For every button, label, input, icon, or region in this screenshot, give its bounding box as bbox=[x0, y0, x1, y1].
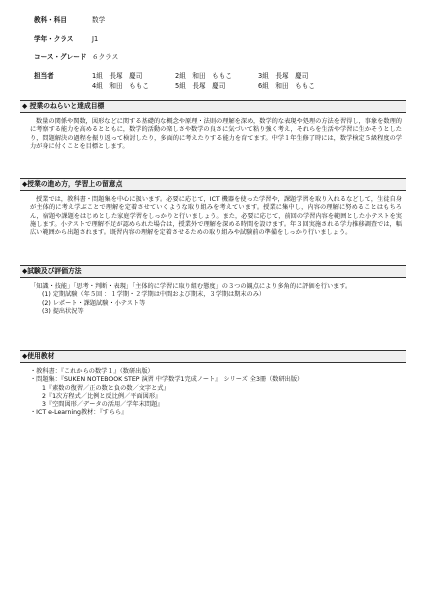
section-method-paragraph: 授業では，教科書・問題集を中心に扱います。必要に応じて，ICT 機器を使った学習や，課題学習を取り入れるなどして，生徒自身が主体的に考え学ぶことで理解を定着させていくような取り組みを考えています。授業に集中し，内容の理解に努めることはもちろん，宿題や課題をはじめとした家庭学習をしっかりと行いましょう。また，必要に応じて，前回の学習内容を範囲とした小テストを実施します。小テストで理解不足が認められた場合は，授業外で理解を深める時間を設けます。年３回実施される学力推移調査では，幅広い範囲から出題されます。既習内容の理解を定着させるための取り組みや試験前の準備をしっかり行いましょう。 bbox=[30, 196, 402, 237]
material-workbook: ・問題集：『SUKEN NOTEBOOK STEP 演習 中学数学1完成ノート』 シリーズ 全3冊（数研出版） bbox=[30, 376, 304, 384]
meta-grade-value: J1 bbox=[92, 34, 99, 43]
section-aims-body bbox=[20, 113, 406, 151]
teacher-class-2: 2組 和田 ももこ bbox=[175, 71, 232, 80]
evaluation-item-1: (1) 定期試験（年５回 ：１学期・２学期は中間および期末，３学期は期末のみ） bbox=[42, 291, 266, 299]
section-evaluation-body bbox=[20, 278, 406, 316]
material-elearning: ・ICT e-Learning教材：『すらら』 bbox=[30, 409, 128, 417]
evaluation-item-3: (3) 提出状況等 bbox=[42, 307, 84, 315]
meta-teacher-key: 担当者 bbox=[34, 71, 54, 80]
section-method-body bbox=[20, 191, 406, 237]
material-textbook: ・教科書：『これからの数学１』（数研出版） bbox=[30, 368, 154, 375]
teacher-class-1: 1組 長塚 慶司 bbox=[92, 71, 143, 80]
material-workbook-vol-3: 3『空間図形／データの活用／学年末問題』 bbox=[42, 401, 164, 409]
meta-subject-value: 数学 bbox=[92, 16, 106, 24]
meta-subject-row bbox=[34, 16, 341, 25]
material-workbook-vol-1: 1『素数の復習／正の数と負の数／文字と式』 bbox=[42, 384, 170, 392]
course-meta bbox=[34, 16, 341, 100]
teacher-class-5: 5組 長塚 慶司 bbox=[175, 81, 226, 90]
section-evaluation bbox=[20, 265, 406, 316]
meta-grade-row bbox=[34, 35, 341, 44]
meta-subject-key: 教科・科目 bbox=[34, 16, 67, 24]
evaluation-intro: 「知識・技能」「思考・判断・表現」「主体的に学習に取り組む態度」の３つの観点により多角的に評価を行います。 bbox=[30, 283, 352, 290]
section-aims-title: ◆ 授業のねらいと達成目標 bbox=[20, 100, 406, 113]
section-materials-title: ◆使用教材 bbox=[20, 350, 406, 363]
teacher-class-3: 3組 長塚 慶司 bbox=[258, 71, 309, 80]
teacher-list bbox=[92, 72, 341, 91]
section-aims-paragraph: 数量の関係や関数，図形などに関する基礎的な概念や原理・法則の理解を深め，数学的な表現や処理の方法を習得し，事象を数理的に考察する能力を高めるとともに，数学的活動の楽しさや数学の良さに気づいて粘り強く考え，それらを生活や学習に生かそうとしたり，問題解決の過程を振り返って検討したり，多面的に考えたりする能力を育てます。中学１年生修了時には，数学検定５級程度の学力が身に付くことを目標とします。 bbox=[30, 118, 402, 150]
meta-course-row bbox=[34, 53, 341, 62]
section-aims bbox=[20, 100, 406, 151]
section-materials-body bbox=[20, 363, 406, 418]
material-workbook-vol-2: 2『1次方程式／比例と反比例／平面図形』 bbox=[42, 392, 162, 400]
section-materials bbox=[20, 350, 406, 418]
meta-grade-key: 学年・クラス bbox=[34, 34, 74, 43]
meta-teacher-row bbox=[34, 72, 341, 91]
teacher-class-4: 4組 和田 ももこ bbox=[92, 81, 149, 90]
meta-course-key: コース・グレード bbox=[34, 53, 87, 61]
evaluation-item-2: (2) レポート・課題試験・小テスト等 bbox=[42, 299, 146, 307]
section-method-title: ◆授業の進め方，学習上の留意点 bbox=[20, 178, 406, 191]
section-evaluation-title: ◆試験及び評価方法 bbox=[20, 265, 406, 278]
section-method bbox=[20, 178, 406, 237]
teacher-class-6: 6組 和田 ももこ bbox=[258, 81, 315, 90]
meta-course-value: ６クラス bbox=[92, 53, 119, 61]
